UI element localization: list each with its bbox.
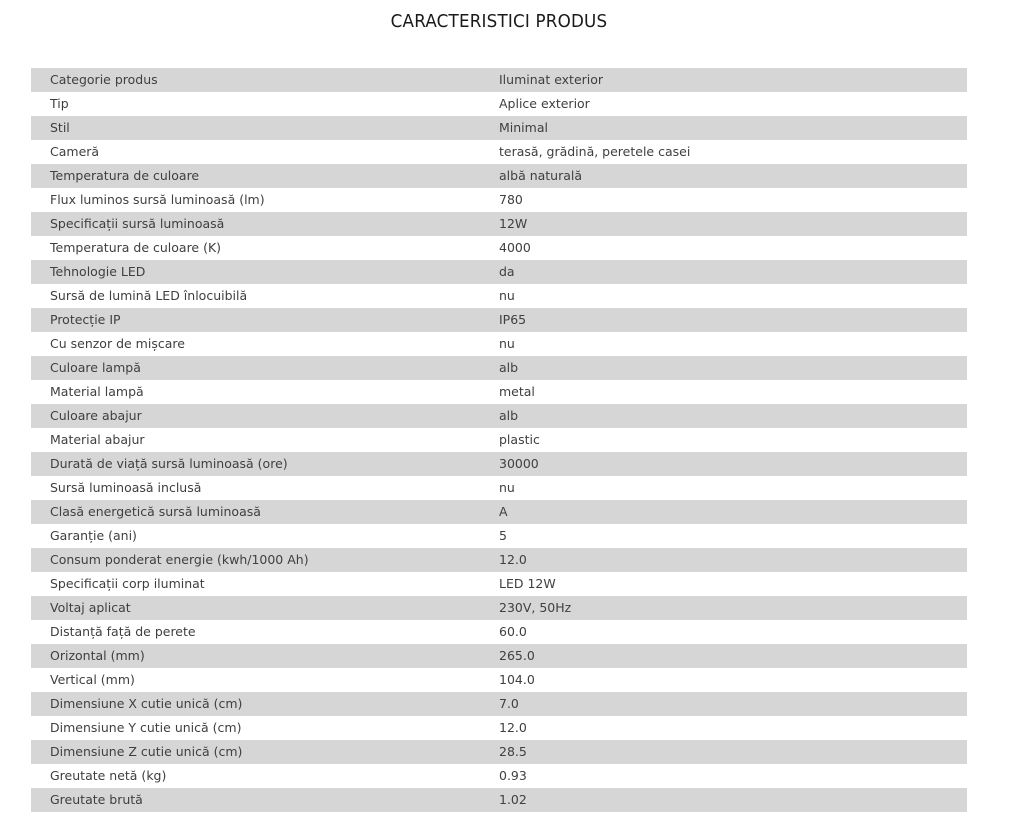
spec-label: Greutate brută bbox=[50, 792, 143, 807]
spec-label: Stil bbox=[50, 120, 70, 135]
spec-label: Cu senzor de mișcare bbox=[50, 336, 185, 351]
spec-row bbox=[31, 692, 967, 716]
spec-value: 4000 bbox=[499, 240, 531, 255]
spec-row bbox=[31, 380, 967, 404]
spec-row bbox=[31, 428, 967, 452]
spec-value: 12W bbox=[499, 216, 528, 231]
spec-value: 28.5 bbox=[499, 744, 527, 759]
spec-row bbox=[31, 572, 967, 596]
spec-row bbox=[31, 188, 967, 212]
spec-row bbox=[31, 500, 967, 524]
spec-label: Voltaj aplicat bbox=[50, 600, 131, 615]
spec-row bbox=[31, 308, 967, 332]
spec-label: Tip bbox=[50, 96, 69, 111]
spec-row bbox=[31, 788, 967, 812]
spec-label: Material lampă bbox=[50, 384, 144, 399]
spec-row bbox=[31, 452, 967, 476]
spec-label: Temperatura de culoare (K) bbox=[50, 240, 222, 255]
specifications-body bbox=[31, 68, 967, 812]
spec-row bbox=[31, 140, 967, 164]
spec-row bbox=[31, 716, 967, 740]
spec-row bbox=[31, 260, 967, 284]
spec-value: 12.0 bbox=[499, 720, 527, 735]
spec-value: 780 bbox=[499, 192, 523, 207]
spec-value: nu bbox=[499, 480, 515, 495]
spec-label: Garanție (ani) bbox=[50, 528, 137, 543]
spec-label: Flux luminos sursă luminoasă (lm) bbox=[50, 192, 265, 207]
spec-label: Specificații corp iluminat bbox=[50, 576, 205, 591]
spec-label: Vertical (mm) bbox=[50, 672, 135, 687]
spec-row bbox=[31, 332, 967, 356]
page-title: CARACTERISTICI PRODUS bbox=[390, 11, 608, 32]
spec-value: nu bbox=[499, 336, 515, 351]
spec-value: Iluminat exterior bbox=[499, 72, 604, 87]
spec-value: A bbox=[499, 504, 508, 519]
spec-label: Consum ponderat energie (kwh/1000 Ah) bbox=[50, 552, 309, 567]
spec-value: 1.02 bbox=[499, 792, 527, 807]
spec-row bbox=[31, 116, 967, 140]
spec-row bbox=[31, 644, 967, 668]
spec-value: 5 bbox=[499, 528, 507, 543]
spec-row bbox=[31, 764, 967, 788]
spec-row bbox=[31, 740, 967, 764]
spec-value: IP65 bbox=[499, 312, 527, 327]
spec-row bbox=[31, 524, 967, 548]
spec-row bbox=[31, 404, 967, 428]
spec-label: Protecție IP bbox=[50, 312, 121, 327]
spec-label: Culoare lampă bbox=[50, 360, 141, 375]
spec-label: Dimensiune Y cutie unică (cm) bbox=[50, 720, 242, 735]
spec-label: Dimensiune X cutie unică (cm) bbox=[50, 696, 243, 711]
spec-row bbox=[31, 668, 967, 692]
spec-value: da bbox=[499, 264, 515, 279]
specifications-table bbox=[31, 68, 967, 812]
spec-label: Sursă de lumină LED înlocuibilă bbox=[50, 288, 248, 303]
spec-row bbox=[31, 92, 967, 116]
spec-label: Culoare abajur bbox=[50, 408, 142, 423]
spec-row bbox=[31, 620, 967, 644]
spec-row bbox=[31, 356, 967, 380]
spec-value: 265.0 bbox=[499, 648, 535, 663]
spec-row bbox=[31, 548, 967, 572]
spec-value: plastic bbox=[499, 432, 540, 447]
spec-label: Durată de viață sursă luminoasă (ore) bbox=[50, 456, 288, 471]
spec-row bbox=[31, 212, 967, 236]
spec-value: metal bbox=[499, 384, 535, 399]
spec-label: Categorie produs bbox=[50, 72, 158, 87]
spec-value: 7.0 bbox=[499, 696, 519, 711]
spec-row bbox=[31, 476, 967, 500]
spec-label: Distanță față de perete bbox=[50, 624, 196, 639]
spec-value: LED 12W bbox=[499, 576, 556, 591]
spec-row bbox=[31, 68, 967, 92]
spec-label: Orizontal (mm) bbox=[50, 648, 145, 663]
spec-row bbox=[31, 596, 967, 620]
spec-label: Cameră bbox=[50, 144, 100, 159]
spec-value: Aplice exterior bbox=[499, 96, 590, 111]
spec-value: 60.0 bbox=[499, 624, 527, 639]
spec-value: 104.0 bbox=[499, 672, 535, 687]
spec-row bbox=[31, 164, 967, 188]
spec-value: nu bbox=[499, 288, 515, 303]
spec-label: Dimensiune Z cutie unică (cm) bbox=[50, 744, 243, 759]
spec-value: Minimal bbox=[499, 120, 548, 135]
spec-value: alb bbox=[499, 360, 519, 375]
spec-label: Specificații sursă luminoasă bbox=[50, 216, 225, 231]
spec-label: Greutate netă (kg) bbox=[50, 768, 167, 783]
spec-value: 0.93 bbox=[499, 768, 527, 783]
spec-row bbox=[31, 284, 967, 308]
spec-label: Clasă energetică sursă luminoasă bbox=[50, 504, 261, 519]
spec-label: Temperatura de culoare bbox=[50, 168, 200, 183]
spec-value: 12.0 bbox=[499, 552, 527, 567]
spec-label: Material abajur bbox=[50, 432, 145, 447]
spec-label: Sursă luminoasă inclusă bbox=[50, 480, 202, 495]
spec-value: 230V, 50Hz bbox=[499, 600, 572, 615]
spec-value: albă naturală bbox=[499, 168, 583, 183]
spec-row bbox=[31, 236, 967, 260]
spec-value: alb bbox=[499, 408, 519, 423]
spec-value: 30000 bbox=[499, 456, 539, 471]
spec-label: Tehnologie LED bbox=[50, 264, 146, 279]
spec-value: terasă, grădină, peretele casei bbox=[499, 144, 691, 159]
